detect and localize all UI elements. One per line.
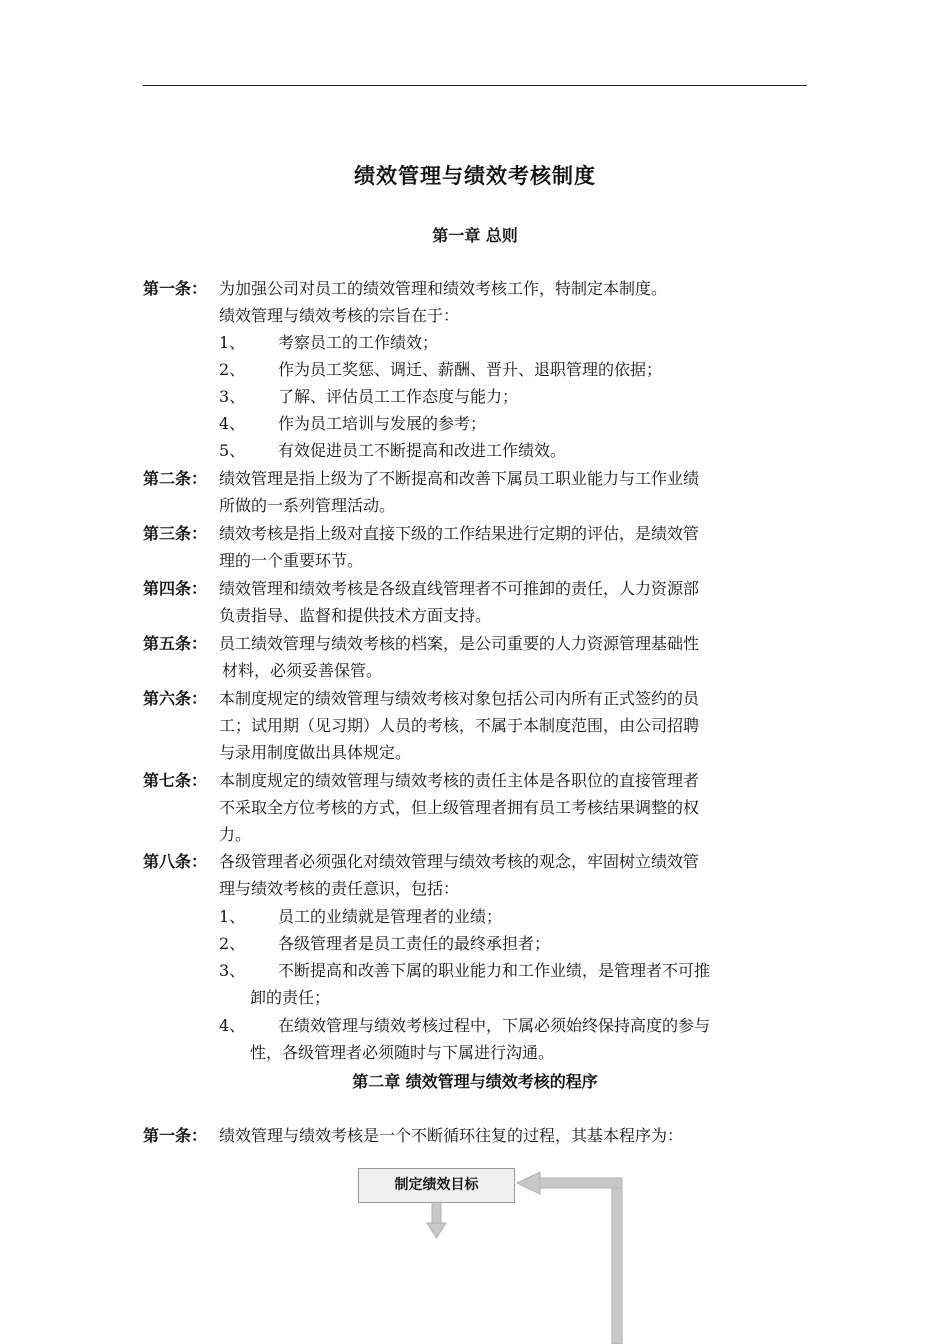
list-text: 在绩效管理与绩效考核过程中，下属必须始终保持高度的参与 bbox=[278, 1016, 711, 1035]
document-title: 绩效管理与绩效考核制度 bbox=[354, 164, 596, 188]
list-number: 3、 bbox=[219, 387, 246, 406]
list-number: 2、 bbox=[219, 360, 246, 379]
article-line: 本制度规定的绩效管理与绩效考核的责任主体是各职位的直接管理者 bbox=[219, 771, 700, 790]
article-line: 力。 bbox=[219, 825, 252, 844]
chapter-2-heading: 第二章 绩效管理与绩效考核的程序 bbox=[352, 1072, 598, 1091]
article-text: 绩效管理与绩效考核是一个不断循环往复的过程，其基本程序为： bbox=[219, 1126, 684, 1145]
article-line: 不采取全方位考核的方式，但上级管理者拥有员工考核结果调整的权 bbox=[219, 798, 700, 817]
article-label: 第三条： bbox=[143, 524, 208, 543]
article-line: 各级管理者必须强化对绩效管理与绩效考核的观念，牢固树立绩效管 bbox=[219, 852, 700, 871]
article-label: 第五条： bbox=[143, 634, 208, 653]
article-label: 第八条： bbox=[143, 852, 208, 871]
down-arrow bbox=[427, 1204, 446, 1238]
list-number: 5、 bbox=[219, 441, 246, 460]
list-text: 各级管理者是员工责任的最终承担者； bbox=[278, 934, 551, 953]
purpose-intro: 绩效管理与绩效考核的宗旨在于： bbox=[219, 306, 460, 325]
article-line: 绩效管理和绩效考核是各级直线管理者不可推卸的责任，人力资源部 bbox=[219, 579, 700, 598]
list-text: 作为员工培训与发展的参考； bbox=[278, 414, 487, 433]
article-line: 员工绩效管理与绩效考核的档案，是公司重要的人力资源管理基础性 bbox=[219, 634, 700, 653]
article-label: 第二条： bbox=[143, 469, 208, 488]
article-line: 与录用制度做出具体规定。 bbox=[219, 743, 412, 762]
list-number: 4、 bbox=[219, 1016, 246, 1035]
list-text: 员工的业绩就是管理者的业绩； bbox=[278, 907, 503, 926]
article-label: 第七条： bbox=[143, 771, 208, 790]
list-text: 卸的责任； bbox=[250, 988, 331, 1007]
article-label: 第一条： bbox=[143, 1126, 208, 1145]
list-text: 性，各级管理者必须随时与下属进行沟通。 bbox=[250, 1043, 555, 1062]
list-number: 1、 bbox=[219, 333, 246, 352]
list-number: 3、 bbox=[219, 961, 246, 980]
list-text: 了解、评估员工工作态度与能力； bbox=[278, 387, 519, 406]
article-line: 理的一个重要环节。 bbox=[219, 551, 364, 570]
article-label: 第四条： bbox=[143, 579, 208, 598]
article-line: 材料，必须妥善保管。 bbox=[222, 661, 383, 680]
article-line: 绩效考核是指上级对直接下级的工作结果进行定期的评估，是绩效管 bbox=[219, 524, 700, 543]
list-text: 作为员工奖惩、调迁、薪酬、晋升、退职管理的依据； bbox=[278, 360, 663, 379]
article-line: 理与绩效考核的责任意识，包括： bbox=[219, 879, 460, 898]
list-text: 考察员工的工作绩效； bbox=[278, 333, 439, 352]
article-line: 负责指导、监督和提供技术方面支持。 bbox=[219, 606, 492, 625]
list-text: 有效促进员工不断提高和改进工作绩效。 bbox=[278, 441, 567, 460]
list-text: 不断提高和改善下属的职业能力和工作业绩，是管理者不可推 bbox=[278, 961, 711, 980]
article-label: 第一条： bbox=[143, 279, 208, 298]
chapter-1-heading: 第一章 总则 bbox=[432, 226, 518, 245]
list-number: 4、 bbox=[219, 414, 246, 433]
article-line: 工；试用期（见习期）人员的考核，不属于本制度范围，由公司招聘 bbox=[219, 716, 700, 735]
list-number: 2、 bbox=[219, 934, 246, 953]
article-line: 本制度规定的绩效管理与绩效考核对象包括公司内所有正式签约的员 bbox=[219, 689, 700, 708]
article-label: 第六条： bbox=[143, 689, 208, 708]
list-number: 1、 bbox=[219, 907, 246, 926]
article-line: 所做的一系列管理活动。 bbox=[219, 496, 396, 515]
flow-step-set-goals: 制定绩效目标 bbox=[358, 1168, 515, 1203]
article-line: 绩效管理是指上级为了不断提高和改善下属员工职业能力与工作业绩 bbox=[219, 469, 700, 488]
loop-back-arrow bbox=[517, 1172, 622, 1344]
article-text: 为加强公司对员工的绩效管理和绩效考核工作，特制定本制度。 bbox=[219, 279, 668, 298]
